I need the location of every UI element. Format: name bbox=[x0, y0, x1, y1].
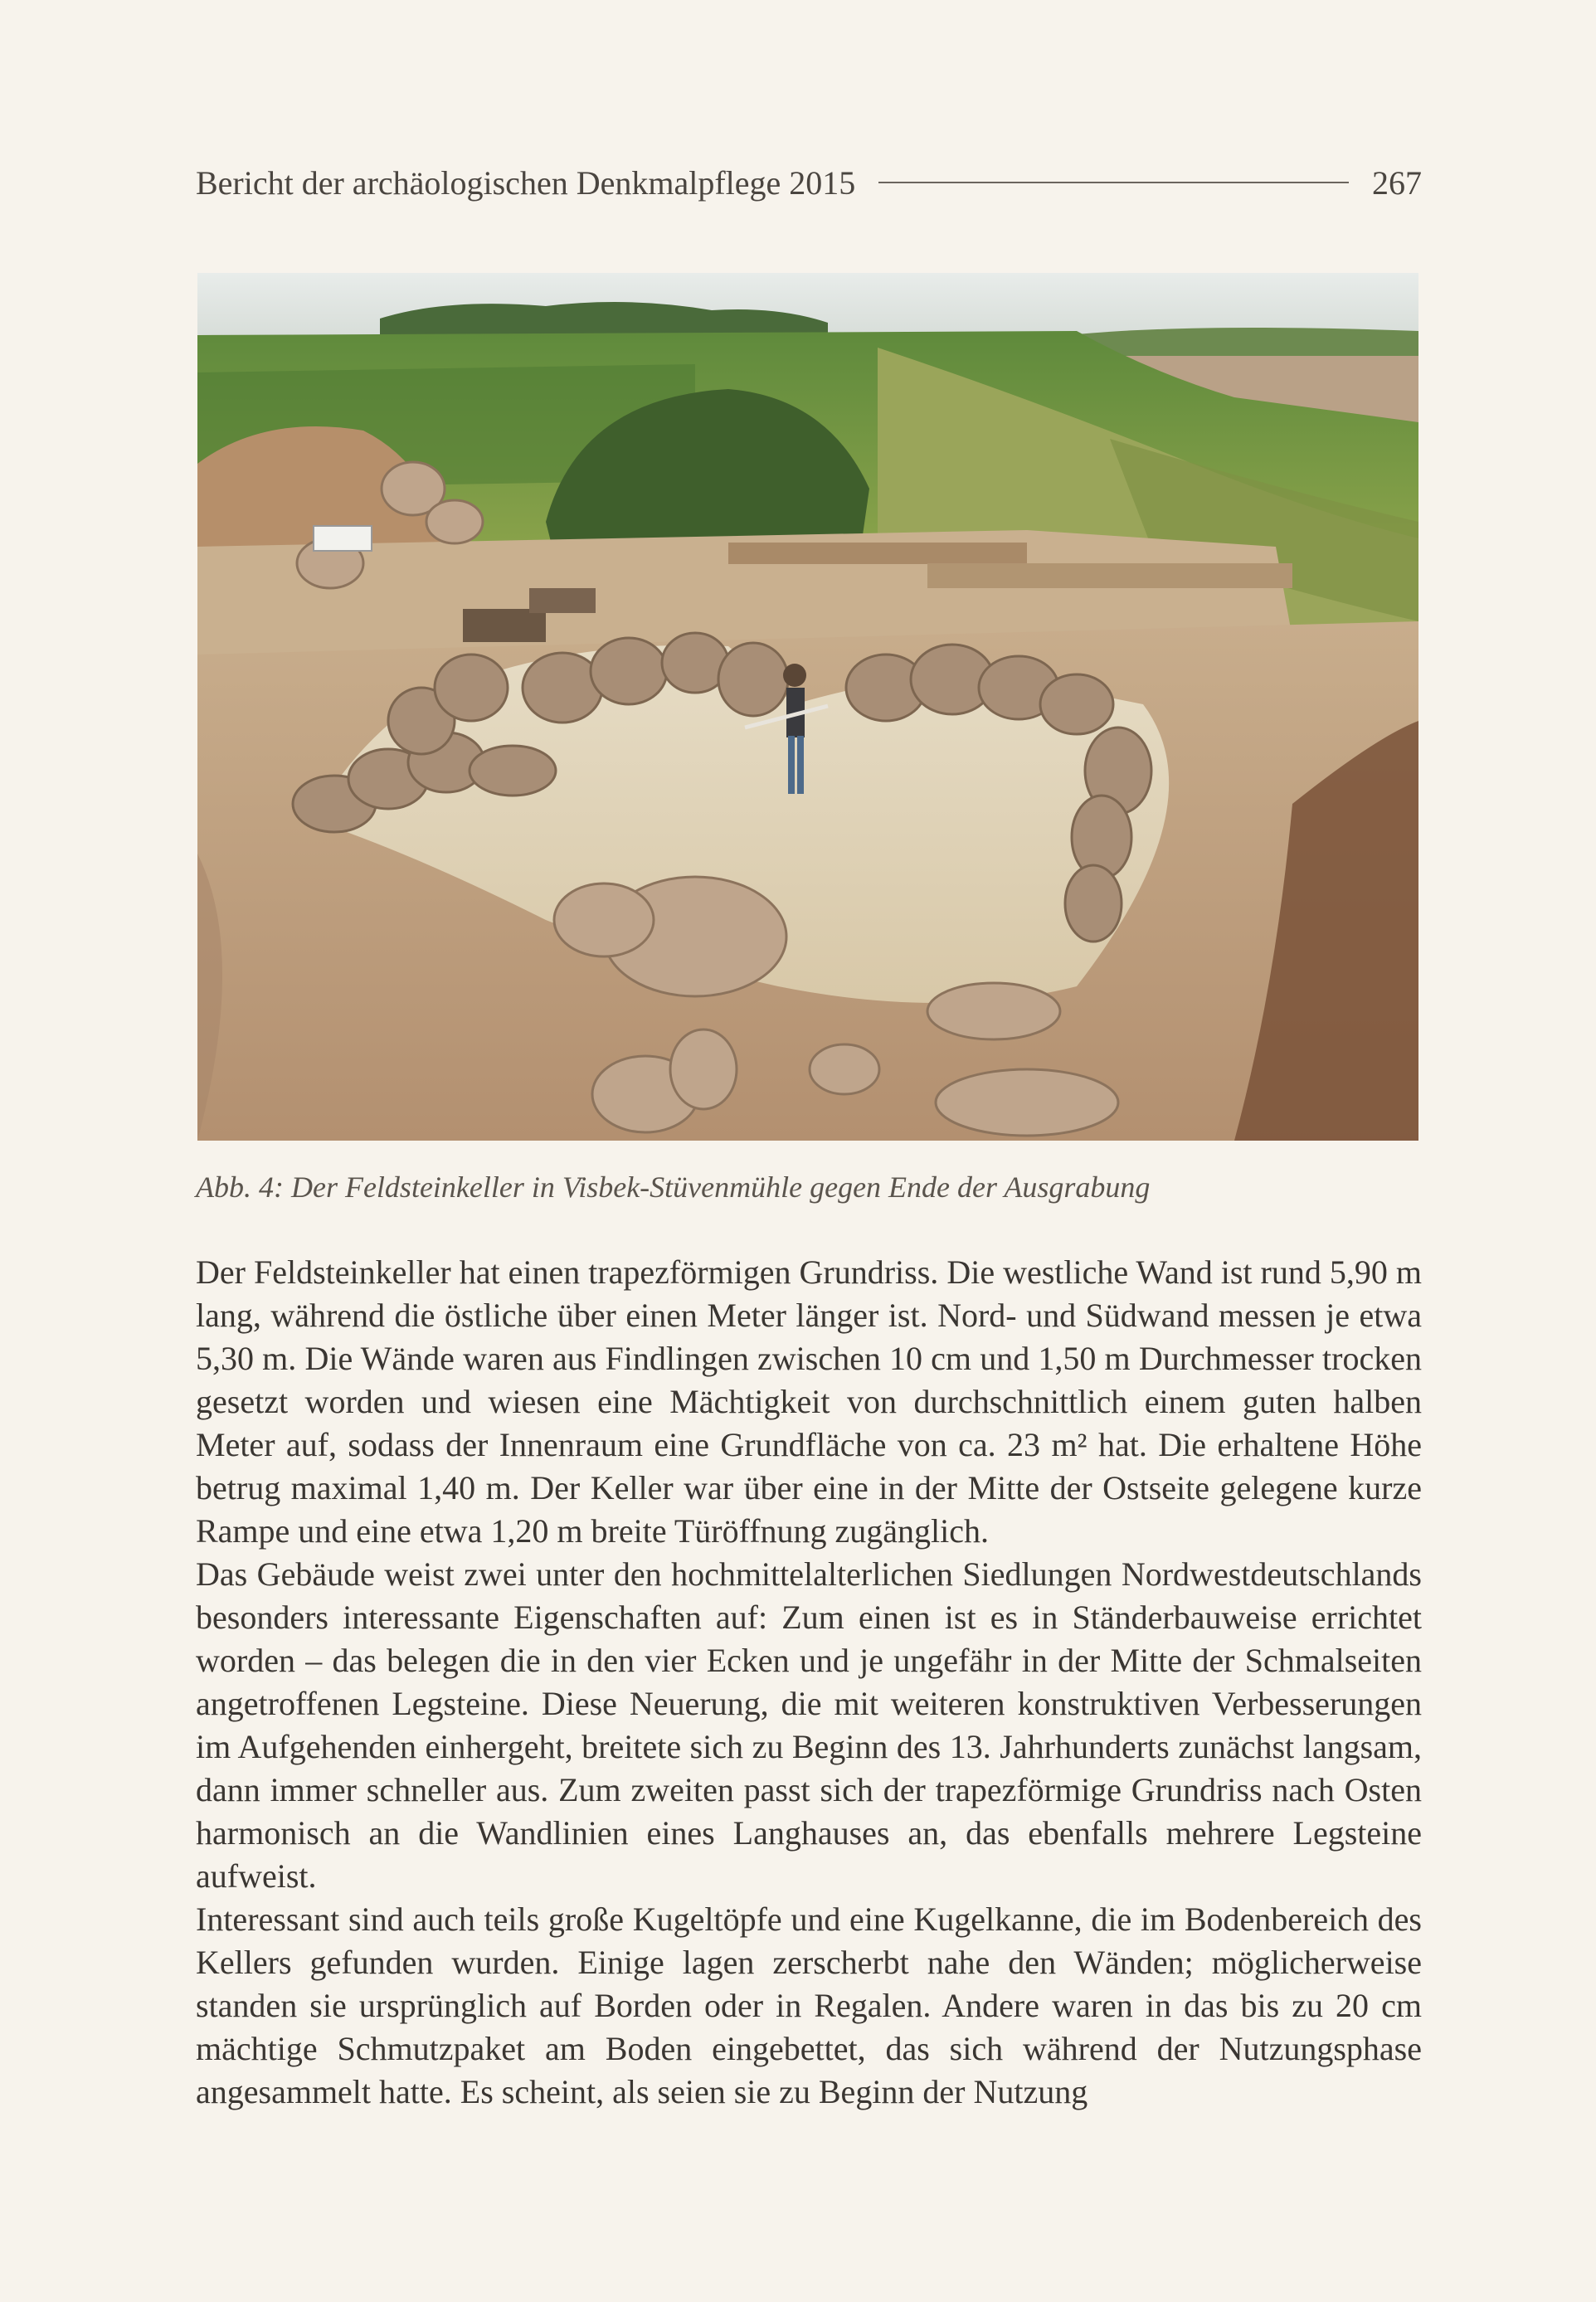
page-number: 267 bbox=[1372, 163, 1422, 202]
excavation-photo bbox=[197, 273, 1418, 1141]
running-title: Bericht der archäologischen Denkmalpflege 2015 bbox=[196, 163, 856, 202]
paragraph: Der Feldsteinkeller hat einen trapezförmigen Grundriss. Die westliche Wand ist rund 5,90 m lang, während die östliche über einen Meter länger ist. Nord- und Südwand messen je etwa 5,30 m. Die Wände waren aus Findlingen zwischen 10 cm und 1,50 m Durchmesser trocken gesetzt worden und wiesen eine Mächtigkeit von durchschnittlich einem guten halben Meter auf, sodass der Innenraum eine Grundfläche von ca. 23 m² hat. Die erhaltene Höhe betrug maximal 1,40 m. Der Keller war über eine in der Mitte der Ostseite gelegene kurze Rampe und eine etwa 1,20 m breite Türöffnung zugänglich. bbox=[196, 1253, 1422, 1550]
header-rule bbox=[878, 182, 1349, 183]
excavation-photo-illustration bbox=[197, 273, 1418, 1141]
paragraph: Interessant sind auch teils große Kugeltöpfe und eine Kugelkanne, die im Bodenbereich des Kellers gefunden wurden. Einige lagen zerscherbt nahe den Wänden; möglicherweise standen sie ursprünglich auf Borden oder in Regalen. Andere waren in das bis zu 20 cm mächtige Schmutzpaket am Boden eingebettet, das sich während der Nutzungsphase angesammelt hatte. Es scheint, als seien sie zu Beginn der Nutzung bbox=[196, 1900, 1422, 2110]
paragraph: Das Gebäude weist zwei unter den hochmittelalterlichen Siedlungen Nordwestdeutschlands besonders interessante Eigenschaften auf: Zum einen ist es in Ständerbauweise errichtet worden – das belegen die in den vier Ecken und je ungefähr in der Mitte der Schmalseiten angetroffenen Legsteine. Diese Neuerung, die mit weiteren konstruktiven Verbesserungen im Aufgehenden einhergeht, breitete sich zu Beginn des 13. Jahrhunderts zunächst langsam, dann immer schneller aus. Zum zweiten passt sich der trapezförmige Grundriss nach Osten harmonisch an die Wandlinien eines Langhauses an, das ebenfalls mehrere Legsteine aufweist. bbox=[196, 1555, 1422, 1895]
figure-caption: Abb. 4: Der Feldsteinkeller in Visbek-Stüvenmühle gegen Ende der Ausgrabung bbox=[196, 1170, 1151, 1204]
body-text bbox=[196, 1251, 1422, 2114]
running-header bbox=[196, 158, 1422, 207]
